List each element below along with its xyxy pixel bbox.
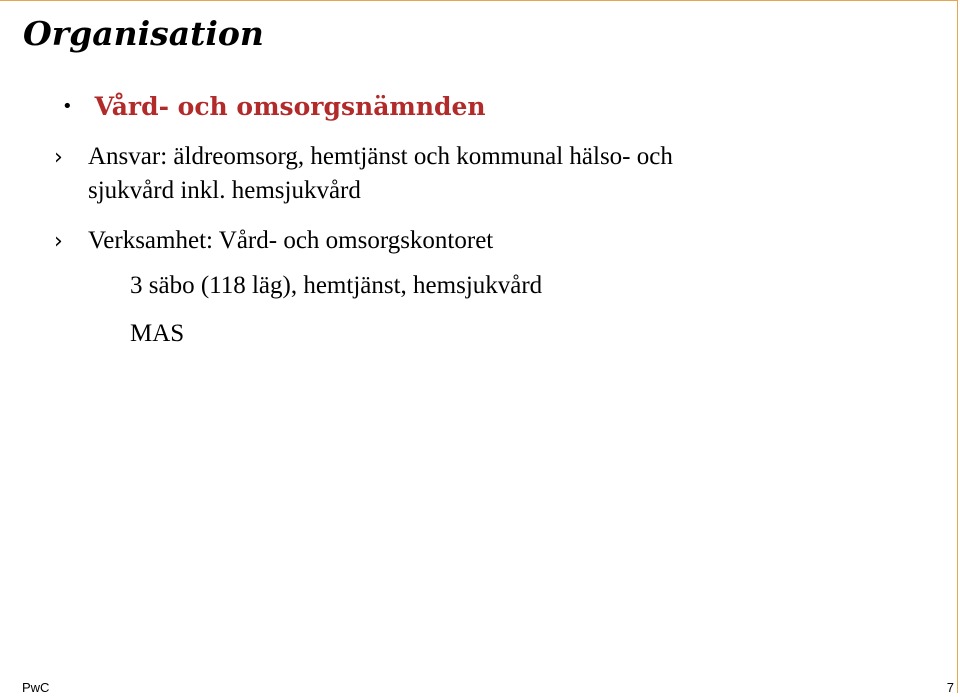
section-heading: Vård- och omsorgsnämnden — [94, 92, 486, 121]
sub-item: 3 säbo (118 läg), hemtjänst, hemsjukvård — [130, 272, 543, 299]
list-item-verksamhet — [54, 224, 493, 258]
footer-brand: PwC — [22, 680, 50, 695]
sub-item: MAS — [130, 320, 185, 347]
bullet-icon: • — [62, 96, 73, 117]
page-number: 7 — [946, 680, 954, 695]
chevron-right-icon: › — [54, 145, 63, 170]
list-item-text: Ansvar: äldreomsorg, hemtjänst och kommunal hälso- och — [88, 143, 673, 170]
chevron-right-icon: › — [54, 229, 63, 254]
slide-title: Organisation — [23, 14, 264, 53]
heading-bullet-line — [62, 92, 486, 121]
list-item-text-continued: sjukvård inkl. hemsjukvård — [88, 177, 361, 204]
list-item-ansvar — [54, 140, 673, 207]
list-item-text: Verksamhet: Vård- och omsorgskontoret — [88, 227, 494, 254]
